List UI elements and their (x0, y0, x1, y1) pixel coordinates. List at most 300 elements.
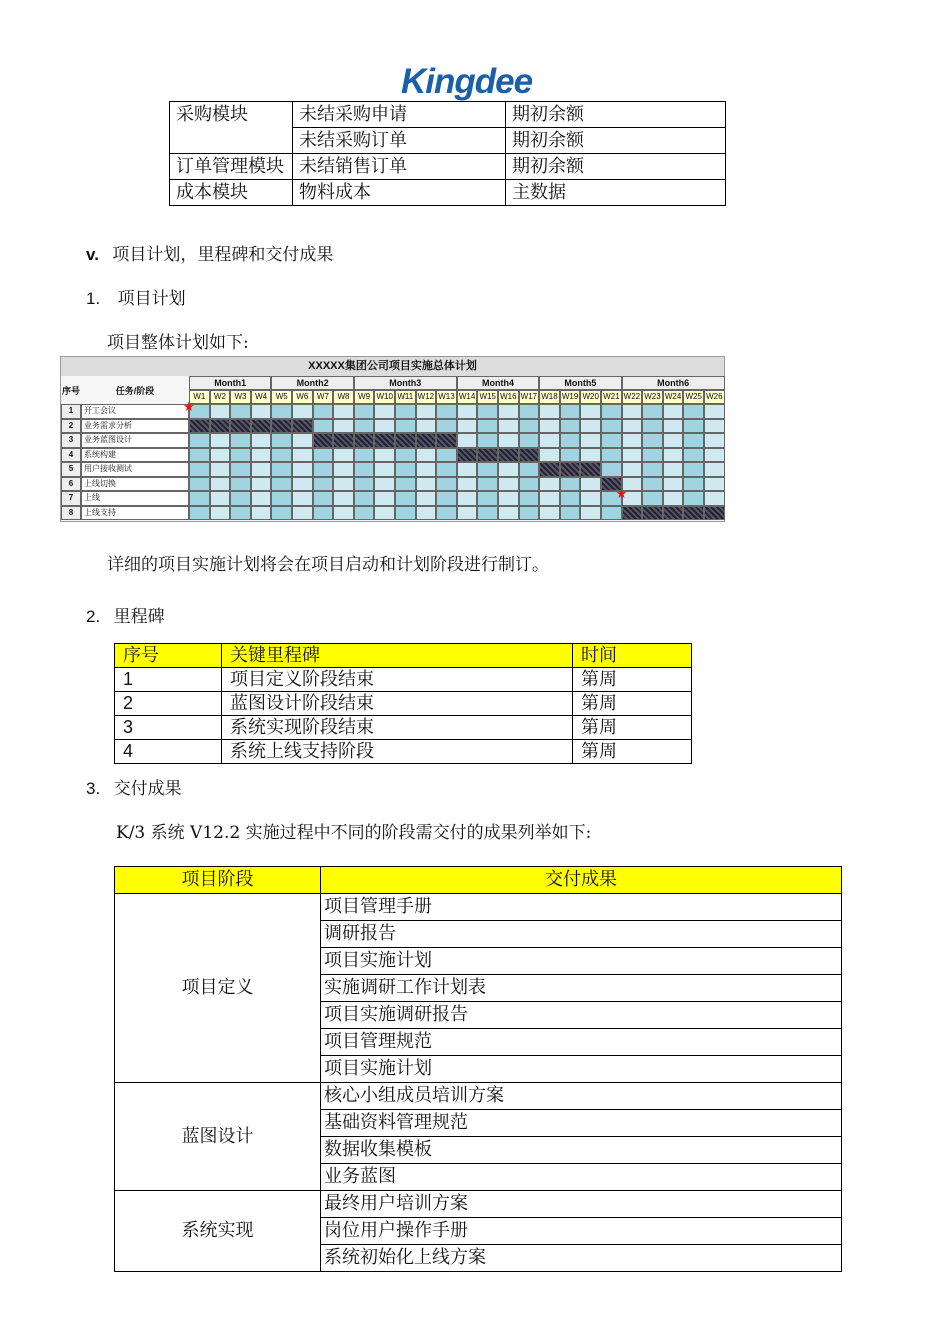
gantt-week-cell (354, 491, 375, 506)
gantt-week-cell (683, 462, 704, 477)
gantt-week-cell (333, 462, 354, 477)
table-row (115, 740, 692, 764)
gantt-month-label: Month1 (189, 376, 271, 390)
gantt-week-cell (271, 433, 292, 448)
gantt-week-cell (436, 419, 457, 434)
gantt-week-cell (395, 477, 416, 492)
gantt-week-cell (560, 477, 581, 492)
stage-cell: 蓝图设计 (115, 1083, 321, 1191)
gantt-week-cell (395, 419, 416, 434)
gantt-week-cell (477, 448, 498, 463)
gantt-week-cell (457, 419, 478, 434)
gantt-week-cell (210, 433, 231, 448)
gantt-week-cell (560, 419, 581, 434)
gantt-week-cell (539, 491, 560, 506)
gantt-week-cell (539, 506, 560, 521)
stage-cell: 系统实现 (115, 1191, 321, 1272)
gantt-week-cell (251, 491, 272, 506)
gantt-week-cell (663, 419, 684, 434)
gantt-week-cell (622, 433, 643, 448)
gantt-week-label: W7 (313, 390, 334, 404)
gantt-week-cell (436, 462, 457, 477)
gantt-week-cell (498, 462, 519, 477)
gantt-week-cell (230, 477, 251, 492)
gantt-week-label: W26 (704, 390, 725, 404)
gantt-week-cell (251, 433, 272, 448)
gantt-week-cell (313, 477, 334, 492)
gantt-row-no: 6 (61, 477, 81, 492)
gantt-week-label: W12 (416, 390, 437, 404)
gantt-week-cell (477, 506, 498, 521)
gantt-week-cell (519, 506, 540, 521)
gantt-week-cell (374, 477, 395, 492)
gantt-week-label: W19 (560, 390, 581, 404)
gantt-week-cell (251, 448, 272, 463)
gantt-month-label: Month4 (457, 376, 539, 390)
table-row (115, 894, 842, 921)
gantt-week-cell (642, 433, 663, 448)
deliverable-cell: 业务蓝图 (321, 1164, 842, 1191)
table-cell: 系统实现阶段结束 (222, 716, 573, 740)
gantt-week-cell (251, 506, 272, 521)
gantt-week-label: W16 (498, 390, 519, 404)
table-cell: 蓝图设计阶段结束 (222, 692, 573, 716)
gantt-week-cell (601, 419, 622, 434)
table-row (115, 1191, 842, 1218)
gantt-week-cell (251, 419, 272, 434)
section-3-number: 3. (86, 779, 101, 798)
gantt-week-cell (663, 506, 684, 521)
gantt-week-cell (354, 448, 375, 463)
gantt-week-cell (333, 491, 354, 506)
gantt-week-cell (560, 491, 581, 506)
gantt-week-cell (519, 477, 540, 492)
table-row (170, 102, 726, 128)
gantt-week-cell (457, 506, 478, 521)
gantt-week-cell (230, 462, 251, 477)
gantt-week-cell (292, 506, 313, 521)
gantt-week-cell (642, 448, 663, 463)
section-2-number: 2. (86, 607, 101, 626)
gantt-week-cell (313, 506, 334, 521)
gantt-week-cell (642, 462, 663, 477)
deliverable-cell: 调研报告 (321, 921, 842, 948)
gantt-week-cell (354, 462, 375, 477)
table-cell: 第周 (573, 740, 692, 764)
deliverable-cell: 项目实施计划 (321, 1056, 842, 1083)
section-3-heading (86, 774, 182, 799)
deliverable-cell: 最终用户培训方案 (321, 1191, 842, 1218)
gantt-week-cell (230, 491, 251, 506)
gantt-week-cell (663, 433, 684, 448)
gantt-week-cell (457, 462, 478, 477)
gantt-week-cell (704, 448, 725, 463)
kingdee-logo: Kingdee (401, 62, 533, 101)
table-header-row (115, 644, 692, 668)
gantt-week-cell (251, 477, 272, 492)
section-v-heading (86, 240, 333, 265)
gantt-week-cell (580, 433, 601, 448)
gantt-week-label: W20 (580, 390, 601, 404)
gantt-week-cell (498, 477, 519, 492)
table-cell: 未结采购订单 (293, 128, 506, 154)
gantt-task-label: 用户接收测试 (81, 462, 189, 477)
gantt-week-cell (601, 433, 622, 448)
table-cell: 4 (115, 740, 222, 764)
gantt-week-cell (539, 462, 560, 477)
gantt-week-cell (189, 477, 210, 492)
gantt-week-cell (519, 404, 540, 419)
gantt-week-cell (560, 506, 581, 521)
gantt-week-cell (292, 477, 313, 492)
gantt-week-cell (683, 506, 704, 521)
gantt-month-label: Month3 (354, 376, 457, 390)
gantt-week-cell (374, 433, 395, 448)
gantt-week-cell (601, 448, 622, 463)
table-cell: 成本模块 (170, 180, 293, 206)
plan-detail: 详细的项目实施计划将会在项目启动和计划阶段进行制订。 (107, 555, 549, 575)
section-1-number: 1. (86, 289, 101, 308)
gantt-week-cell (292, 491, 313, 506)
table-cell: 系统上线支持阶段 (222, 740, 573, 764)
gantt-week-cell (477, 404, 498, 419)
gantt-month-label: Month5 (539, 376, 621, 390)
gantt-col-no: 序号 (61, 386, 80, 396)
gantt-week-cell (416, 506, 437, 521)
gantt-week-cell (519, 419, 540, 434)
gantt-week-cell (313, 419, 334, 434)
gantt-week-cell (539, 433, 560, 448)
gantt-week-label: W10 (374, 390, 395, 404)
gantt-week-cell (663, 448, 684, 463)
gantt-week-label: W2 (210, 390, 231, 404)
gantt-week-cell (642, 419, 663, 434)
gantt-week-cell (663, 477, 684, 492)
section-v-title: 项目计划，里程碑和交付成果 (112, 245, 334, 265)
table-cell: 3 (115, 716, 222, 740)
gantt-week-cell (416, 491, 437, 506)
gantt-week-cell (189, 491, 210, 506)
gantt-week-label: W23 (642, 390, 663, 404)
gantt-week-cell (416, 462, 437, 477)
gantt-week-cell (580, 404, 601, 419)
gantt-week-cell (457, 404, 478, 419)
gantt-week-cell (271, 404, 292, 419)
gantt-week-cell (251, 462, 272, 477)
milestone-star-icon: ★ (615, 486, 628, 501)
gantt-week-cell (663, 462, 684, 477)
table-row (170, 154, 726, 180)
gantt-week-cell (313, 462, 334, 477)
gantt-week-cell (395, 491, 416, 506)
gantt-week-cell (580, 477, 601, 492)
gantt-task-label: 上线支持 (81, 506, 189, 521)
gantt-week-cell (683, 419, 704, 434)
gantt-week-cell (457, 433, 478, 448)
plan-intro: 项目整体计划如下: (107, 333, 249, 353)
gantt-week-cell (210, 419, 231, 434)
gantt-week-cell (354, 506, 375, 521)
gantt-week-cell (477, 491, 498, 506)
gantt-week-cell (642, 404, 663, 419)
gantt-week-cell (292, 462, 313, 477)
gantt-week-cell (539, 477, 560, 492)
table-row (115, 668, 692, 692)
header-cell: 关键里程碑 (222, 644, 573, 668)
gantt-week-cell (704, 506, 725, 521)
header-cell: 交付成果 (321, 867, 842, 894)
gantt-week-cell (683, 491, 704, 506)
gantt-week-cell (292, 448, 313, 463)
gantt-row-no: 4 (61, 448, 81, 463)
gantt-week-cell (395, 433, 416, 448)
gantt-week-cell (416, 433, 437, 448)
table-cell: 第周 (573, 716, 692, 740)
gantt-week-cell (333, 506, 354, 521)
gantt-week-cell (580, 506, 601, 521)
gantt-week-cell (436, 491, 457, 506)
gantt-week-label: W9 (354, 390, 375, 404)
gantt-task-label: 业务需求分析 (81, 419, 189, 434)
gantt-week-label: W8 (333, 390, 354, 404)
gantt-week-cell (210, 477, 231, 492)
gantt-week-cell (395, 506, 416, 521)
gantt-week-cell (519, 433, 540, 448)
gantt-week-cell (622, 506, 643, 521)
gantt-week-cell (374, 506, 395, 521)
table-cell: 第周 (573, 692, 692, 716)
gantt-week-cell (395, 404, 416, 419)
gantt-week-label: W1 (189, 390, 210, 404)
gantt-week-cell (560, 448, 581, 463)
gantt-week-cell (704, 477, 725, 492)
table-cell: 1 (115, 668, 222, 692)
gantt-week-cell (333, 404, 354, 419)
gantt-week-cell (271, 491, 292, 506)
gantt-week-cell (313, 433, 334, 448)
gantt-week-cell (704, 404, 725, 419)
gantt-week-cell (395, 462, 416, 477)
gantt-row-no: 7 (61, 491, 81, 506)
header-cell: 项目阶段 (115, 867, 321, 894)
gantt-week-label: W25 (683, 390, 704, 404)
gantt-week-cell (580, 462, 601, 477)
gantt-week-cell (416, 404, 437, 419)
gantt-week-cell (210, 448, 231, 463)
gantt-week-cell (230, 404, 251, 419)
gantt-week-cell (189, 462, 210, 477)
header-cell: 序号 (115, 644, 222, 668)
gantt-week-cell (477, 462, 498, 477)
gantt-week-cell (354, 433, 375, 448)
gantt-week-cell (210, 491, 231, 506)
gantt-week-cell (477, 433, 498, 448)
table-row (170, 180, 726, 206)
gantt-week-cell (601, 404, 622, 419)
gantt-title: XXXXX集团公司项目实施总体计划 (61, 357, 724, 376)
gantt-week-cell (271, 462, 292, 477)
gantt-week-cell (189, 506, 210, 521)
gantt-week-cell (292, 404, 313, 419)
gantt-week-cell (622, 404, 643, 419)
gantt-row-no: 3 (61, 433, 81, 448)
gantt-week-cell (374, 448, 395, 463)
gantt-week-cell (210, 462, 231, 477)
deliverable-cell: 实施调研工作计划表 (321, 975, 842, 1002)
gantt-week-cell (313, 404, 334, 419)
gantt-week-cell (622, 462, 643, 477)
gantt-row-no: 1 (61, 404, 81, 419)
gantt-week-cell (313, 491, 334, 506)
stage-cell: 项目定义 (115, 894, 321, 1083)
gantt-week-label: W6 (292, 390, 313, 404)
gantt-week-cell (210, 404, 231, 419)
table-cell: 未结销售订单 (293, 154, 506, 180)
gantt-week-cell (498, 419, 519, 434)
gantt-week-cell (210, 506, 231, 521)
section-3-title: 交付成果 (113, 779, 182, 799)
gantt-week-cell (333, 419, 354, 434)
gantt-week-cell (663, 491, 684, 506)
section-v-number: v. (86, 245, 99, 264)
gantt-week-cell (580, 448, 601, 463)
deliverables-table (114, 866, 842, 1272)
table-cell: 项目定义阶段结束 (222, 668, 573, 692)
table-cell: 订单管理模块 (170, 154, 293, 180)
table-header-row (115, 867, 842, 894)
milestone-table (114, 643, 692, 764)
header-cell: 时间 (573, 644, 692, 668)
gantt-week-cell (704, 462, 725, 477)
table-cell: 采购模块 (170, 102, 293, 154)
gantt-week-label: W14 (457, 390, 478, 404)
gantt-week-cell (230, 419, 251, 434)
gantt-week-cell (374, 404, 395, 419)
gantt-week-cell (333, 448, 354, 463)
gantt-row-no: 5 (61, 462, 81, 477)
gantt-week-cell (189, 433, 210, 448)
gantt-week-cell (477, 419, 498, 434)
gantt-week-label: W13 (436, 390, 457, 404)
gantt-week-cell (436, 477, 457, 492)
gantt-week-cell (560, 404, 581, 419)
gantt-week-cell (560, 433, 581, 448)
table-cell: 期初余额 (506, 102, 726, 128)
section-2-heading (86, 602, 165, 627)
section-1-heading (86, 284, 186, 309)
table-cell: 期初余额 (506, 154, 726, 180)
gantt-week-cell (683, 477, 704, 492)
gantt-task-label: 开工会议 (81, 404, 189, 419)
deliverable-cell: 岗位用户操作手册 (321, 1218, 842, 1245)
gantt-week-label: W5 (271, 390, 292, 404)
gantt-week-cell (230, 448, 251, 463)
deliverable-cell: 数据收集模板 (321, 1137, 842, 1164)
table-cell: 第周 (573, 668, 692, 692)
gantt-week-cell (580, 419, 601, 434)
gantt-week-label: W11 (395, 390, 416, 404)
gantt-week-cell (271, 506, 292, 521)
table-row (115, 692, 692, 716)
gantt-week-cell (416, 419, 437, 434)
gantt-week-cell (271, 477, 292, 492)
gantt-week-label: W18 (539, 390, 560, 404)
gantt-week-cell (292, 419, 313, 434)
deliverable-cell: 项目实施调研报告 (321, 1002, 842, 1029)
deliverable-cell: 系统初始化上线方案 (321, 1245, 842, 1272)
gantt-week-label: W21 (601, 390, 622, 404)
gantt-week-cell (519, 462, 540, 477)
gantt-week-cell (354, 477, 375, 492)
table-cell: 主数据 (506, 180, 726, 206)
gantt-task-label: 上线切换 (81, 477, 189, 492)
gantt-week-cell (704, 433, 725, 448)
section-2-title: 里程碑 (113, 607, 165, 627)
gantt-week-cell (683, 448, 704, 463)
gantt-row-no: 8 (61, 506, 81, 521)
gantt-week-cell (416, 477, 437, 492)
deliverable-cell: 基础资料管理规范 (321, 1110, 842, 1137)
gantt-week-cell (498, 404, 519, 419)
gantt-week-cell (189, 448, 210, 463)
gantt-row-no: 2 (61, 419, 81, 434)
gantt-week-cell (519, 491, 540, 506)
gantt-week-cell (622, 419, 643, 434)
gantt-week-cell (498, 506, 519, 521)
table-cell: 物料成本 (293, 180, 506, 206)
deliverables-intro: K/3 系统 V12.2 实施过程中不同的阶段需交付的成果列举如下: (116, 823, 592, 843)
gantt-week-cell (436, 433, 457, 448)
gantt-week-cell (683, 404, 704, 419)
gantt-week-cell (622, 448, 643, 463)
gantt-week-cell (436, 404, 457, 419)
deliverable-cell: 核心小组成员培训方案 (321, 1083, 842, 1110)
gantt-week-cell (333, 433, 354, 448)
gantt-week-cell (457, 448, 478, 463)
gantt-week-cell (683, 433, 704, 448)
gantt-task-label: 上线 (81, 491, 189, 506)
deliverable-cell: 项目管理手册 (321, 894, 842, 921)
gantt-week-cell (354, 404, 375, 419)
gantt-week-cell (601, 462, 622, 477)
gantt-week-cell (354, 419, 375, 434)
gantt-week-label: W24 (663, 390, 684, 404)
gantt-month-label: Month6 (622, 376, 725, 390)
gantt-week-label: W22 (622, 390, 643, 404)
gantt-week-cell (704, 419, 725, 434)
gantt-week-cell (498, 433, 519, 448)
gantt-week-cell (292, 433, 313, 448)
gantt-week-cell (374, 419, 395, 434)
gantt-week-label: W3 (230, 390, 251, 404)
gantt-week-label: W15 (477, 390, 498, 404)
gantt-week-cell (416, 448, 437, 463)
table-cell: 2 (115, 692, 222, 716)
gantt-task-label: 系统构建 (81, 448, 189, 463)
deliverable-cell: 项目实施计划 (321, 948, 842, 975)
gantt-week-cell (457, 491, 478, 506)
gantt-week-cell (251, 404, 272, 419)
gantt-week-cell (539, 448, 560, 463)
gantt-week-cell (313, 448, 334, 463)
gantt-week-cell (477, 477, 498, 492)
gantt-week-cell (230, 506, 251, 521)
gantt-week-label: W17 (519, 390, 540, 404)
gantt-week-cell (519, 448, 540, 463)
gantt-week-cell (642, 506, 663, 521)
gantt-week-cell (601, 506, 622, 521)
gantt-week-cell (189, 419, 210, 434)
